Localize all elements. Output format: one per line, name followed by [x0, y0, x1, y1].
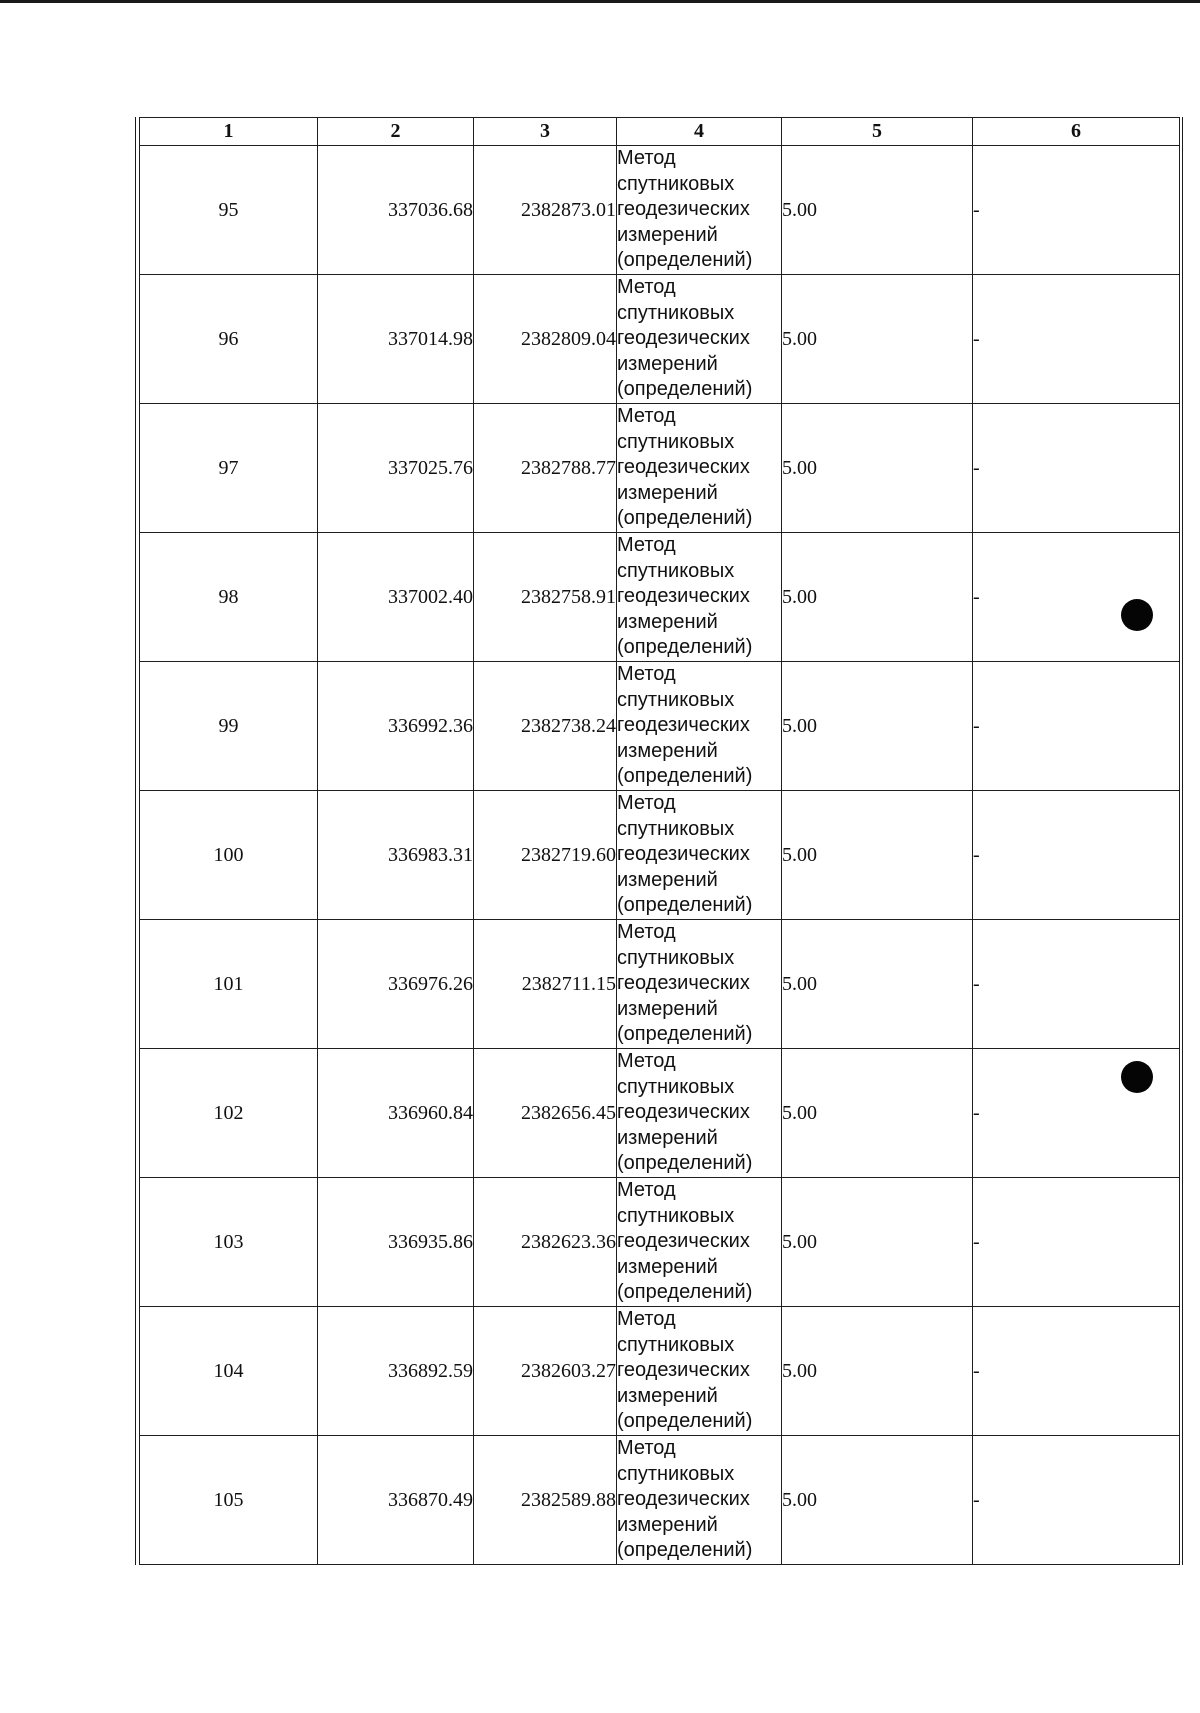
- method-cell: [617, 275, 782, 404]
- method-text-line: геодезических: [617, 456, 750, 479]
- coordinate-y-cell: 2382603.27: [474, 1307, 617, 1436]
- coordinate-y-cell: 2382623.36: [474, 1178, 617, 1307]
- method-text-line: спутниковых: [617, 172, 735, 195]
- table-row: [140, 533, 1180, 662]
- method-text-line: измерений: [617, 610, 718, 633]
- method-cell: [617, 404, 782, 533]
- method-text-line: спутниковых: [617, 688, 735, 711]
- description-cell: -: [973, 404, 1180, 533]
- ink-blot-mark: [1121, 1061, 1153, 1093]
- description-cell: -: [973, 1049, 1180, 1178]
- table-row: [140, 275, 1180, 404]
- table-row: [140, 1049, 1180, 1178]
- top-edge-rule: [0, 0, 1200, 3]
- method-text-line: Метод: [617, 276, 676, 299]
- point-number-cell: 96: [140, 275, 318, 404]
- method-text-line: измерений: [617, 739, 718, 762]
- accuracy-cell: 5.00: [782, 146, 973, 275]
- coordinate-x-cell: 337025.76: [318, 404, 474, 533]
- method-text-line: измерений: [617, 1384, 718, 1407]
- accuracy-cell: 5.00: [782, 1178, 973, 1307]
- method-text-line: (определений): [617, 249, 753, 272]
- method-cell: [617, 791, 782, 920]
- point-number-cell: 102: [140, 1049, 318, 1178]
- point-number-cell: 100: [140, 791, 318, 920]
- table-row: [140, 1307, 1180, 1436]
- method-text-line: спутниковых: [617, 430, 735, 453]
- method-text-line: спутниковых: [617, 946, 735, 969]
- coordinate-y-cell: 2382873.01: [474, 146, 617, 275]
- column-header-4: 4: [617, 118, 782, 146]
- table-row: [140, 1436, 1180, 1565]
- coordinate-x-cell: 336976.26: [318, 920, 474, 1049]
- method-cell: [617, 146, 782, 275]
- method-text-line: спутниковых: [617, 559, 735, 582]
- column-header-3: 3: [474, 118, 617, 146]
- method-cell: [617, 1307, 782, 1436]
- method-text-line: геодезических: [617, 843, 750, 866]
- coordinates-table-container: [139, 117, 1179, 1565]
- method-text-line: измерений: [617, 352, 718, 375]
- method-text-line: спутниковых: [617, 301, 735, 324]
- table-row: [140, 1178, 1180, 1307]
- method-text-line: измерений: [617, 1513, 718, 1536]
- table-outer-frame-left: [135, 117, 136, 1565]
- column-header-5: 5: [782, 118, 973, 146]
- method-cell: [617, 920, 782, 1049]
- method-text-line: геодезических: [617, 1488, 750, 1511]
- table-body: [140, 146, 1180, 1565]
- accuracy-cell: 5.00: [782, 1436, 973, 1565]
- column-header-6: 6: [973, 118, 1180, 146]
- accuracy-cell: 5.00: [782, 1307, 973, 1436]
- point-number-cell: 104: [140, 1307, 318, 1436]
- method-cell: [617, 1178, 782, 1307]
- description-cell: -: [973, 533, 1180, 662]
- accuracy-cell: 5.00: [782, 662, 973, 791]
- method-cell: [617, 662, 782, 791]
- method-text-line: спутниковых: [617, 1075, 735, 1098]
- description-cell: -: [973, 662, 1180, 791]
- method-text-line: геодезических: [617, 1359, 750, 1382]
- column-header-2: 2: [318, 118, 474, 146]
- method-text-line: (определений): [617, 507, 753, 530]
- method-cell: [617, 1049, 782, 1178]
- coordinate-x-cell: 336870.49: [318, 1436, 474, 1565]
- coordinate-y-cell: 2382809.04: [474, 275, 617, 404]
- method-text-line: Метод: [617, 534, 676, 557]
- method-text-line: измерений: [617, 1126, 718, 1149]
- point-number-cell: 99: [140, 662, 318, 791]
- table-row: [140, 920, 1180, 1049]
- method-text-line: Метод: [617, 1308, 676, 1331]
- method-text-line: геодезических: [617, 198, 750, 221]
- method-text-line: (определений): [617, 1023, 753, 1046]
- description-cell: -: [973, 920, 1180, 1049]
- point-number-cell: 97: [140, 404, 318, 533]
- method-text-line: спутниковых: [617, 1204, 735, 1227]
- coordinate-y-cell: 2382758.91: [474, 533, 617, 662]
- coordinate-y-cell: 2382719.60: [474, 791, 617, 920]
- method-text-line: измерений: [617, 997, 718, 1020]
- method-text-line: (определений): [617, 894, 753, 917]
- description-cell: -: [973, 791, 1180, 920]
- method-text-line: геодезических: [617, 1101, 750, 1124]
- method-text-line: спутниковых: [617, 1462, 735, 1485]
- method-cell: [617, 1436, 782, 1565]
- table-row: [140, 662, 1180, 791]
- accuracy-cell: 5.00: [782, 533, 973, 662]
- method-text-line: (определений): [617, 378, 753, 401]
- coordinate-x-cell: 337036.68: [318, 146, 474, 275]
- method-text-line: Метод: [617, 1050, 676, 1073]
- point-number-cell: 101: [140, 920, 318, 1049]
- table-row: [140, 791, 1180, 920]
- method-text-line: измерений: [617, 223, 718, 246]
- coordinate-x-cell: 337002.40: [318, 533, 474, 662]
- method-text-line: Метод: [617, 147, 676, 170]
- method-text-line: (определений): [617, 1539, 753, 1562]
- method-text-line: Метод: [617, 663, 676, 686]
- method-text-line: геодезических: [617, 1230, 750, 1253]
- coordinate-x-cell: 336892.59: [318, 1307, 474, 1436]
- coordinate-x-cell: 336960.84: [318, 1049, 474, 1178]
- coordinate-x-cell: 337014.98: [318, 275, 474, 404]
- coordinate-y-cell: 2382656.45: [474, 1049, 617, 1178]
- point-number-cell: 95: [140, 146, 318, 275]
- table-row: [140, 146, 1180, 275]
- method-cell: [617, 533, 782, 662]
- coordinates-table: [139, 117, 1180, 1565]
- method-text-line: измерений: [617, 868, 718, 891]
- point-number-cell: 103: [140, 1178, 318, 1307]
- ink-blot-mark: [1121, 599, 1153, 631]
- description-cell: -: [973, 1307, 1180, 1436]
- coordinate-x-cell: 336992.36: [318, 662, 474, 791]
- description-cell: -: [973, 146, 1180, 275]
- coordinate-y-cell: 2382788.77: [474, 404, 617, 533]
- point-number-cell: 98: [140, 533, 318, 662]
- coordinate-x-cell: 336935.86: [318, 1178, 474, 1307]
- method-text-line: геодезических: [617, 327, 750, 350]
- method-text-line: спутниковых: [617, 817, 735, 840]
- table-outer-frame-right: [1182, 117, 1183, 1565]
- accuracy-cell: 5.00: [782, 791, 973, 920]
- method-text-line: Метод: [617, 792, 676, 815]
- coordinate-y-cell: 2382711.15: [474, 920, 617, 1049]
- method-text-line: Метод: [617, 1437, 676, 1460]
- method-text-line: Метод: [617, 1179, 676, 1202]
- accuracy-cell: 5.00: [782, 920, 973, 1049]
- description-cell: -: [973, 1178, 1180, 1307]
- method-text-line: спутниковых: [617, 1333, 735, 1356]
- coordinate-x-cell: 336983.31: [318, 791, 474, 920]
- accuracy-cell: 5.00: [782, 404, 973, 533]
- accuracy-cell: 5.00: [782, 1049, 973, 1178]
- method-text-line: (определений): [617, 1152, 753, 1175]
- description-cell: -: [973, 1436, 1180, 1565]
- method-text-line: геодезических: [617, 585, 750, 608]
- method-text-line: (определений): [617, 1281, 753, 1304]
- method-text-line: (определений): [617, 765, 753, 788]
- method-text-line: (определений): [617, 1410, 753, 1433]
- method-text-line: геодезических: [617, 972, 750, 995]
- coordinate-y-cell: 2382738.24: [474, 662, 617, 791]
- point-number-cell: 105: [140, 1436, 318, 1565]
- method-text-line: (определений): [617, 636, 753, 659]
- method-text-line: геодезических: [617, 714, 750, 737]
- method-text-line: Метод: [617, 921, 676, 944]
- table-row: [140, 404, 1180, 533]
- method-text-line: измерений: [617, 1255, 718, 1278]
- header-row: [140, 118, 1180, 146]
- description-cell: -: [973, 275, 1180, 404]
- accuracy-cell: 5.00: [782, 275, 973, 404]
- method-text-line: измерений: [617, 481, 718, 504]
- column-header-1: 1: [140, 118, 318, 146]
- method-text-line: Метод: [617, 405, 676, 428]
- coordinate-y-cell: 2382589.88: [474, 1436, 617, 1565]
